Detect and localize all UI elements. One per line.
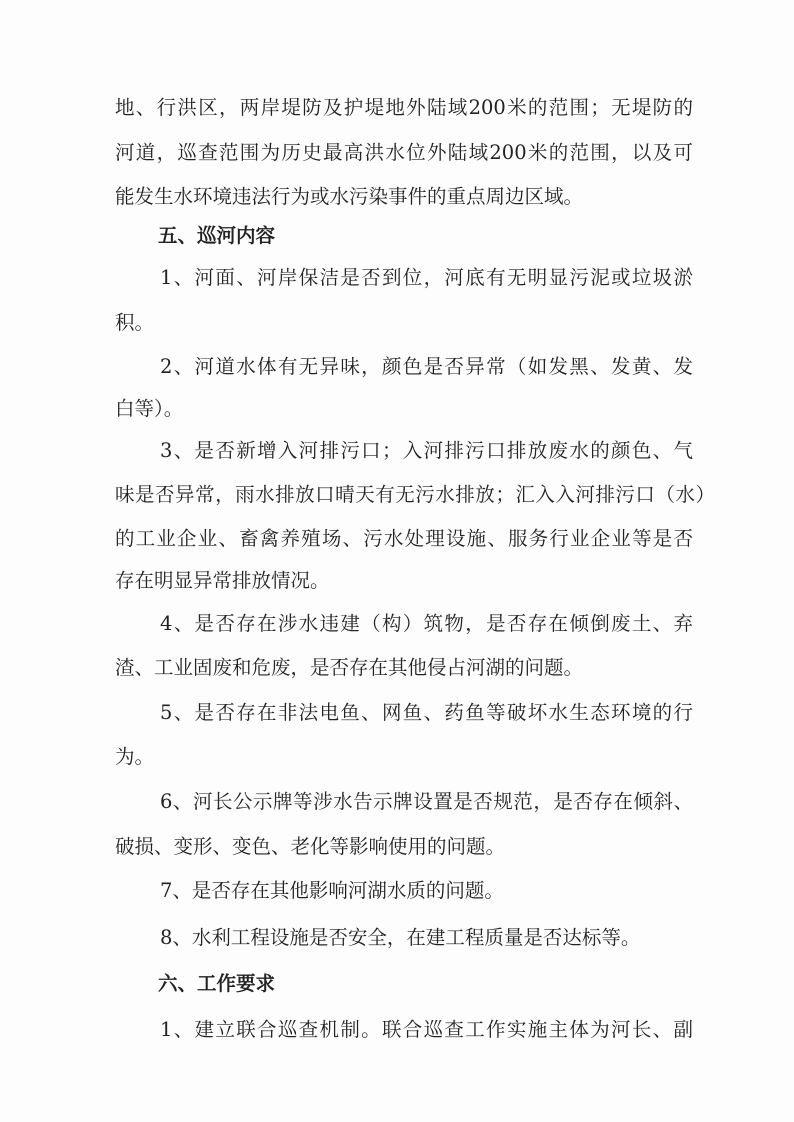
text-line: 破损、变形、变色、老化等影响使用的问题。: [115, 835, 506, 858]
text-line: 2、河道水体有无异味，颜色是否异常（如发黑、发黄、发: [160, 355, 693, 378]
text-line: 6、河长公示牌等涉水告示牌设置是否规范，是否存在倾斜、: [160, 790, 693, 813]
text-line: 的工业企业、畜禽养殖场、污水处理设施、服务行业企业等是否: [115, 527, 693, 550]
text-line: 为。: [115, 745, 155, 768]
text-line: 河道，巡查范围为历史最高洪水位外陆域200米的范围，以及可: [115, 141, 693, 164]
text-line: 4、是否存在涉水违建（构）筑物，是否存在倾倒废土、弃: [160, 612, 693, 635]
text-line: 积。: [115, 311, 155, 334]
text-line: 白等）。: [115, 397, 184, 420]
text-line: 7、是否存在其他影响河湖水质的问题。: [160, 879, 504, 902]
text-line: 能发生水环境违法行为或水污染事件的重点周边区域。: [115, 185, 584, 208]
text-line: 1、河面、河岸保洁是否到位，河底有无明显污泥或垃圾淤: [160, 266, 693, 289]
section-heading: 五、巡河内容: [158, 224, 276, 247]
text-line: 地、行洪区，两岸堤防及护堤地外陆域200米的范围；无堤防的: [115, 96, 693, 119]
text-line: 味是否异常，雨水排放口晴天有无污水排放；汇入入河排污口（水）: [115, 483, 715, 506]
text-line: 渣、工业固废和危废，是否存在其他侵占河湖的问题。: [115, 656, 584, 679]
text-line: 5、是否存在非法电鱼、网鱼、药鱼等破坏水生态环境的行: [160, 701, 693, 724]
text-line: 存在明显异常排放情况。: [115, 569, 330, 592]
section-heading: 六、工作要求: [158, 972, 276, 995]
text-line: 1、建立联合巡查机制。联合巡查工作实施主体为河长、副: [160, 1018, 693, 1041]
text-line: 8、水利工程设施是否安全，在建工程质量是否达标等。: [160, 926, 641, 949]
text-line: 3、是否新增入河排污口；入河排污口排放废水的颜色、气: [160, 439, 693, 462]
